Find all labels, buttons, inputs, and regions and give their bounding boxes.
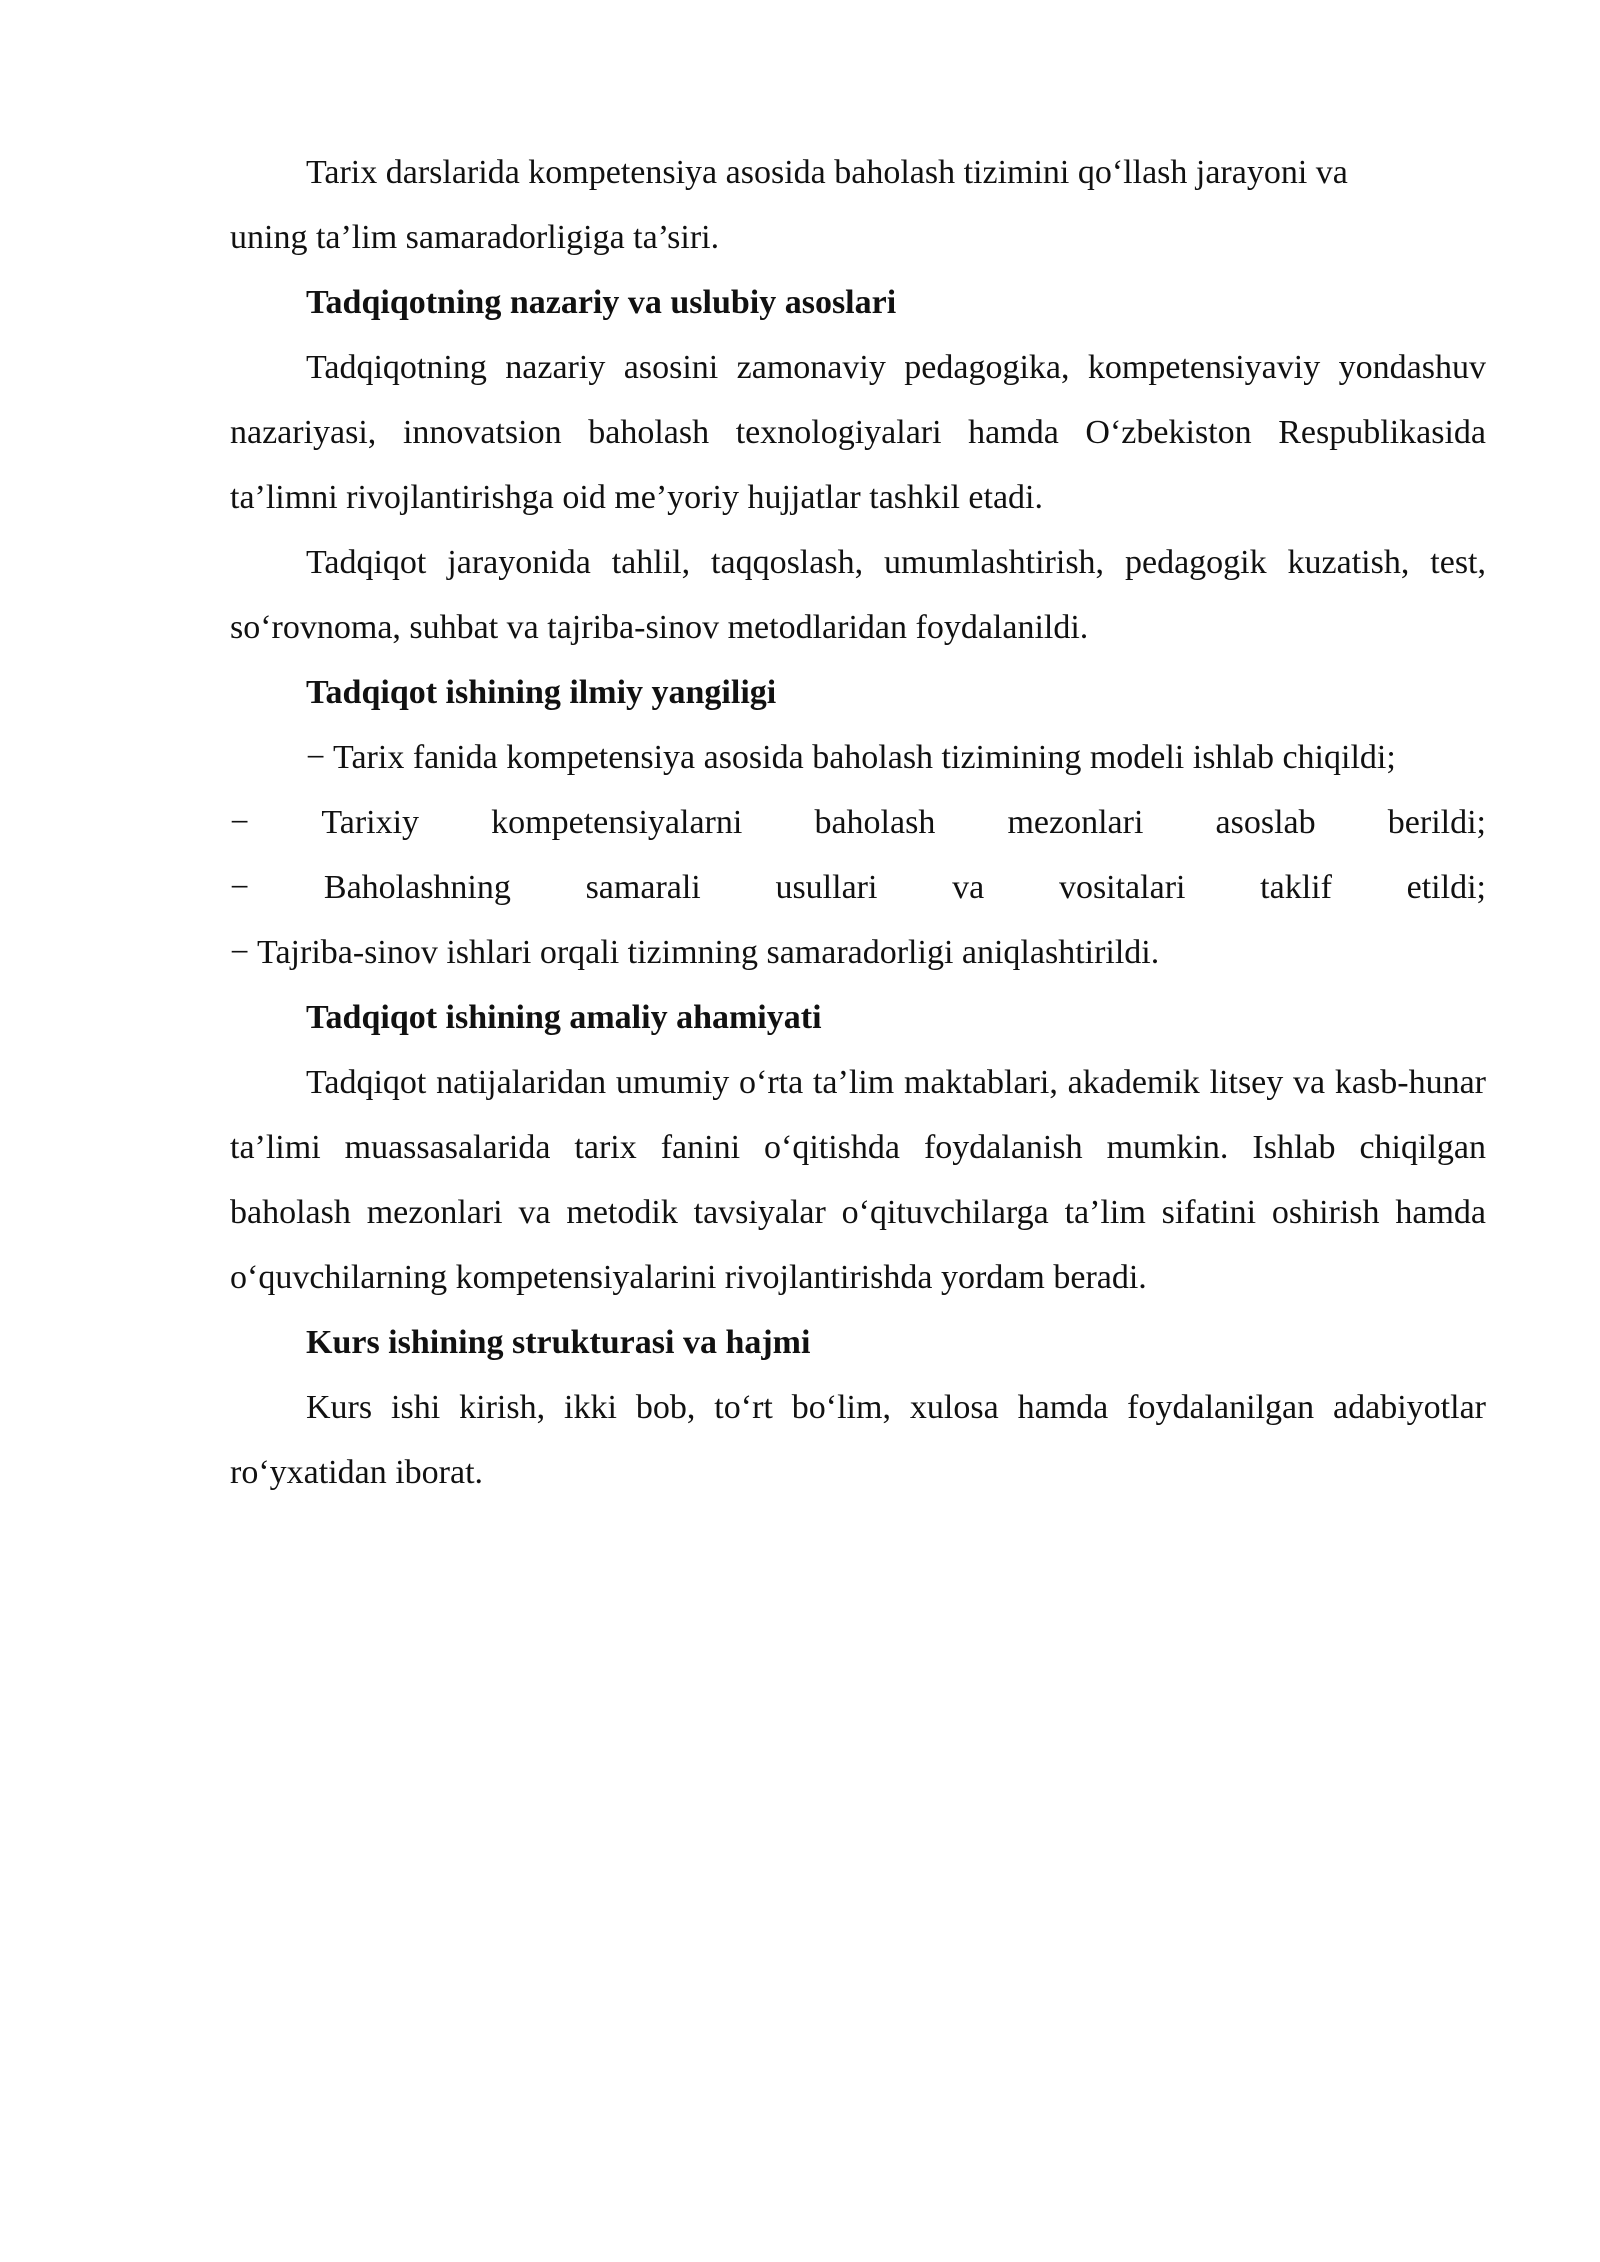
section-heading-practical: Tadqiqot ishining amaliy ahamiyati [306,999,822,1036]
intro-line-2: uning ta’lim samaradorligiga ta’siri. [230,219,720,256]
section-heading-structure: Kurs ishining strukturasi va hajmi [306,1324,811,1361]
novelty-item-1: − Tarix fanida kompetensiya asosida baholash tizimining modeli ishlab chiqildi; [306,739,1396,776]
novelty-item-2-word: Tarixiy [321,804,420,841]
novelty-item-3-word: va [952,869,985,906]
novelty-item-2-word: kompetensiyalarni [491,804,743,841]
novelty-item-3-word: − [230,869,250,906]
novelty-item-3-word: taklif [1260,869,1332,906]
intro-paragraph [230,140,1486,270]
novelty-item-3 [230,855,1486,920]
structure-paragraph: Kurs ishi kirish, ikki bob, to‘rt bo‘lim, xulosa hamda foydalanilgan adabiyotlar ro‘yxatidan iborat. [230,1389,1486,1491]
intro-line-1: Tarix darslarida kompetensiya asosida baholash tizimini qo‘llash jarayoni va [306,154,1348,191]
novelty-item-3-word: etildi; [1406,869,1486,906]
section-heading-novelty: Tadqiqot ishining ilmiy yangiligi [306,674,777,711]
novelty-item-2-word: mezonlari [1007,804,1144,841]
section-heading-theory: Tadqiqotning nazariy va uslubiy asoslari [306,284,897,321]
theory-paragraph-1: Tadqiqotning nazariy asosini zamonaviy pedagogika, kompetensiyaviy yondashuv nazariyasi, innovatsion baholash texnologiyalari hamda O‘zbekiston Respublikasida ta’limni rivojlantirishga oid me’yoriy hujjatlar tashkil etadi. [230,349,1486,516]
theory-paragraph-2: Tadqiqot jarayonida tahlil, taqqoslash, umumlashtirish, pedagogik kuzatish, test, so‘rovnoma, suhbat va tajriba-sinov metodlaridan foydalanildi. [230,544,1486,646]
practical-paragraph: Tadqiqot natijalaridan umumiy o‘rta ta’lim maktablari, akademik litsey va kasb-hunar ta’limi muassasalarida tarix fanini o‘qitishda foydalanish mumkin. Ishlab chiqilgan baholash mezonlari va metodik tavsiyalar o‘qituvchilarga ta’lim sifatini oshirish hamda o‘quvchilarning kompetensiyalarini rivojlantirishda yordam beradi. [230,1064,1486,1296]
novelty-item-2-word: asoslab [1215,804,1316,841]
novelty-item-2-word: berildi; [1387,804,1486,841]
novelty-item-2 [230,790,1486,855]
novelty-item-3-word: usullari [775,869,878,906]
novelty-item-3-word: samarali [585,869,701,906]
document-page [230,140,1486,1505]
novelty-item-4: − Tajriba-sinov ishlari orqali tizimning samaradorligi aniqlashtirildi. [230,934,1160,971]
novelty-item-3-word: vositalari [1058,869,1186,906]
novelty-item-2-word: baholash [814,804,936,841]
novelty-item-2-word: − [230,804,250,841]
novelty-item-3-word: Baholashning [323,869,511,906]
